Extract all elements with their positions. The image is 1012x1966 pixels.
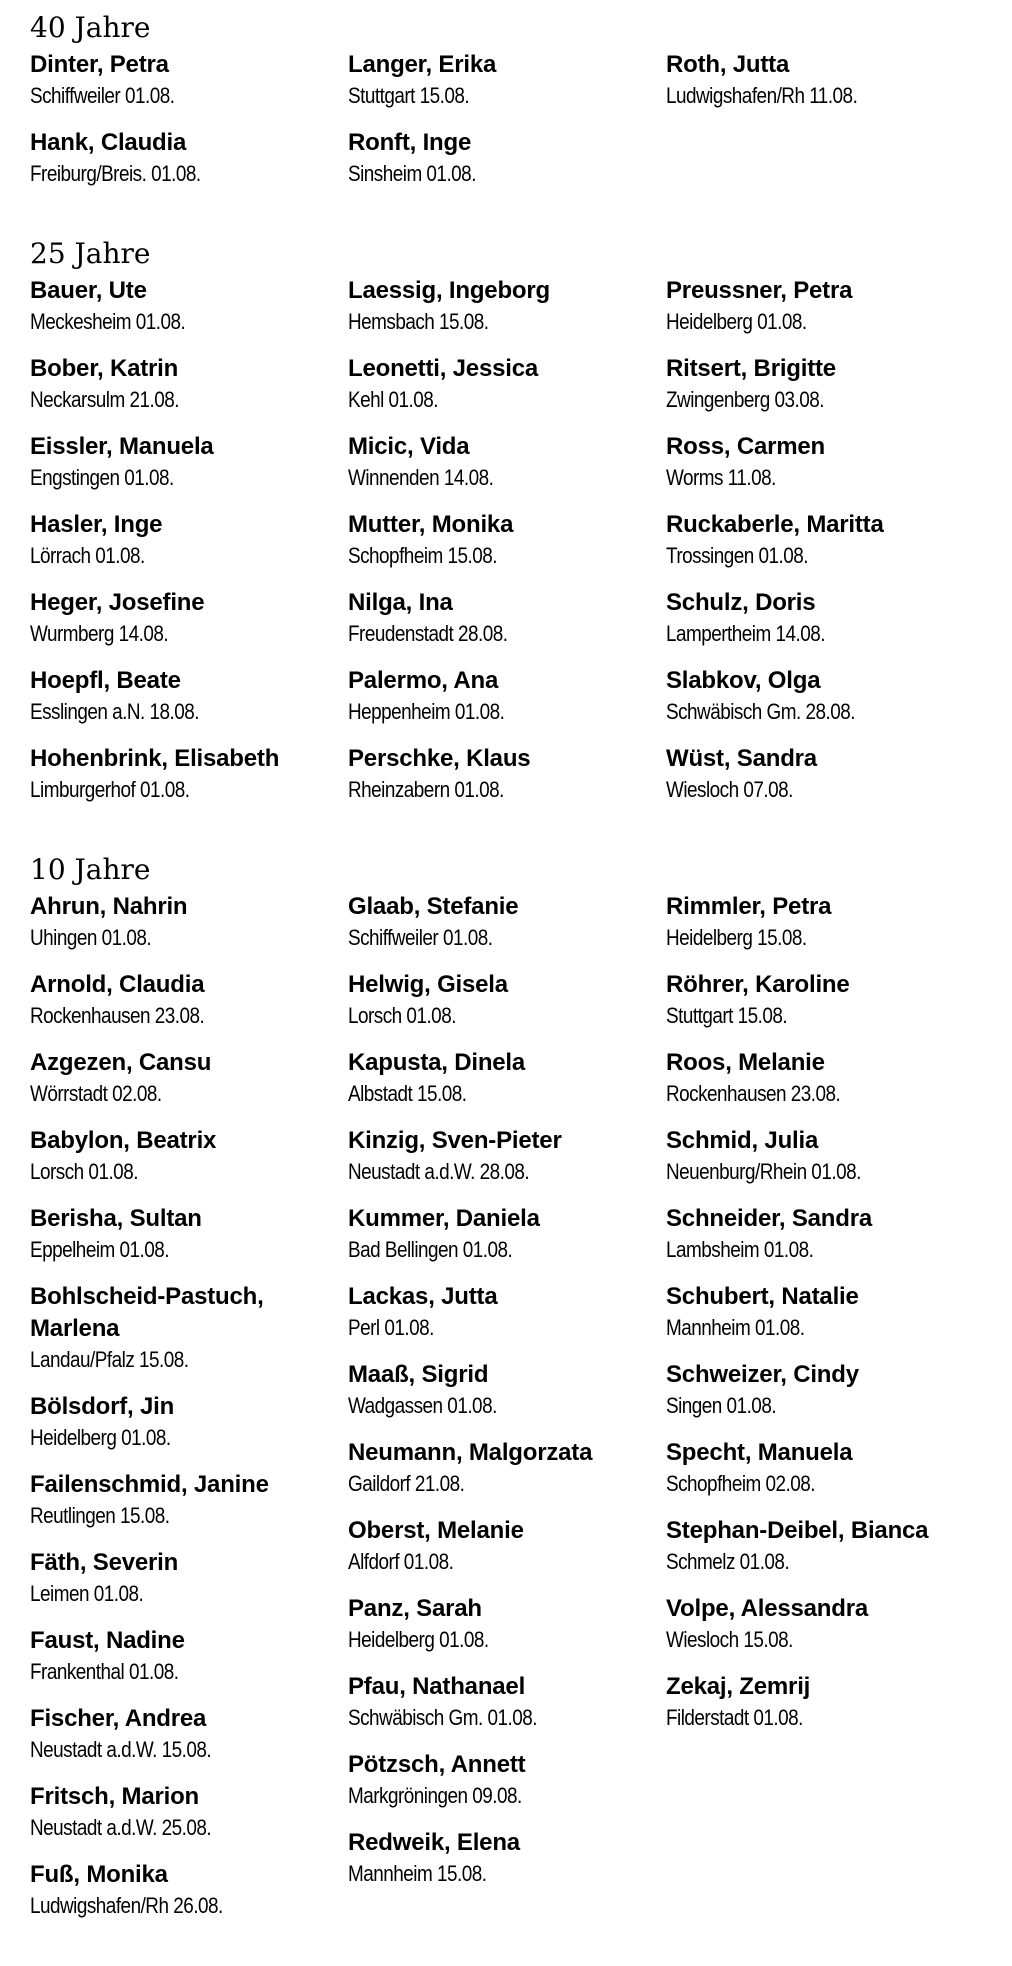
place-and-date: Alfdorf 01.08. [348,1549,454,1574]
place-and-date: Heidelberg 01.08. [666,309,807,334]
list-item [666,1436,984,1514]
list-item [30,126,348,204]
place-and-date: Neustadt a.d.W. 15.08. [30,1737,212,1762]
place-and-date: Eppelheim 01.08. [30,1237,170,1262]
place-and-date: Stuttgart 15.08. [666,1003,788,1028]
list-item [348,1124,666,1202]
person-name: Schneider, Sandra [666,1205,873,1232]
list-item [348,742,666,820]
list-item [30,274,348,352]
person-name: Ritsert, Brigitte [666,355,836,382]
person-name: Redweik, Elena [348,1829,520,1856]
place-and-date: Mannheim 01.08. [666,1315,805,1340]
list-item [348,586,666,664]
list-item [30,1390,348,1468]
list-item [30,968,348,1046]
person-name: Kapusta, Dinela [348,1049,526,1076]
person-name: Schmid, Julia [666,1127,819,1154]
list-item [348,508,666,586]
place-and-date: Uhingen 01.08. [30,925,152,950]
person-name: Fäth, Severin [30,1549,179,1576]
place-and-date: Landau/Pfalz 15.08. [30,1347,189,1372]
place-and-date: Wiesloch 15.08. [666,1627,793,1652]
list-item [30,890,348,968]
person-name: Ronft, Inge [348,129,472,156]
name-column [666,890,984,1748]
name-column [30,48,348,204]
list-item [30,48,348,126]
person-name: Faust, Nadine [30,1627,185,1654]
person-name: Hohenbrink, Elisabeth [30,745,280,772]
list-item [666,48,984,126]
person-name: Babylon, Beatrix [30,1127,217,1154]
person-name: Röhrer, Karoline [666,971,850,998]
person-name: Specht, Manuela [666,1439,853,1466]
person-name: Perschke, Klaus [348,745,531,772]
place-and-date: Ludwigshafen/Rh 11.08. [666,83,858,108]
person-name: Wüst, Sandra [666,745,817,772]
person-name: Glaab, Stefanie [348,893,519,920]
place-and-date: Wurmberg 14.08. [30,621,169,646]
place-and-date: Kehl 01.08. [348,387,439,412]
list-item [348,1592,666,1670]
anniversary-list [30,8,990,1966]
person-name: Arnold, Claudia [30,971,205,998]
person-name: Ruckaberle, Maritta [666,511,884,538]
person-name: Fritsch, Marion [30,1783,200,1810]
person-name: Panz, Sarah [348,1595,482,1622]
person-name: Fischer, Andrea [30,1705,207,1732]
person-name: Failenschmid, Janine [30,1471,269,1498]
place-and-date: Neckarsulm 21.08. [30,387,179,412]
place-and-date: Bad Bellingen 01.08. [348,1237,513,1262]
person-name: Schweizer, Cindy [666,1361,859,1388]
place-and-date: Lörrach 01.08. [30,543,145,568]
list-item [30,352,348,430]
person-name: Slabkov, Olga [666,667,821,694]
person-name: Langer, Erika [348,51,497,78]
person-name: Azgezen, Cansu [30,1049,212,1076]
person-name: Micic, Vida [348,433,470,460]
place-and-date: Filderstadt 01.08. [666,1705,803,1730]
place-and-date: Meckesheim 01.08. [30,309,186,334]
place-and-date: Lambsheim 01.08. [666,1237,814,1262]
place-and-date: Schmelz 01.08. [666,1549,790,1574]
person-name: Pfau, Nathanael [348,1673,526,1700]
person-name: Schubert, Natalie [666,1283,859,1310]
place-and-date: Markgröningen 09.08. [348,1783,522,1808]
list-item [348,352,666,430]
place-and-date: Schwäbisch Gm. 28.08. [666,699,855,724]
place-and-date: Gaildorf 21.08. [348,1471,465,1496]
list-item [30,1546,348,1624]
list-item [348,968,666,1046]
anniversary-section [30,234,990,820]
list-item [30,1702,348,1780]
place-and-date: Zwingenberg 03.08. [666,387,824,412]
list-item [30,1780,348,1858]
place-and-date: Heidelberg 01.08. [348,1627,489,1652]
list-item [348,664,666,742]
person-name-continued: Marlena [30,1315,120,1342]
place-and-date: Wiesloch 07.08. [666,777,793,802]
list-item [666,352,984,430]
place-and-date: Schwäbisch Gm. 01.08. [348,1705,537,1730]
list-item [666,1514,984,1592]
list-item [348,1358,666,1436]
person-name: Neumann, Malgorzata [348,1439,593,1466]
list-item [666,1202,984,1280]
list-item [348,1280,666,1358]
place-and-date: Neustadt a.d.W. 28.08. [348,1159,530,1184]
person-name: Volpe, Alessandra [666,1595,869,1622]
list-item [666,890,984,968]
name-column [666,274,984,820]
person-name: Bohlscheid-Pastuch, [30,1283,264,1310]
place-and-date: Heidelberg 01.08. [30,1425,171,1450]
place-and-date: Sinsheim 01.08. [348,161,476,186]
list-item [30,430,348,508]
person-name: Nilga, Ina [348,589,453,616]
place-and-date: Stuttgart 15.08. [348,83,470,108]
list-item [666,1670,984,1748]
list-item [348,1202,666,1280]
person-name: Eissler, Manuela [30,433,214,460]
place-and-date: Neustadt a.d.W. 25.08. [30,1815,212,1840]
place-and-date: Lampertheim 14.08. [666,621,825,646]
place-and-date: Freiburg/Breis. 01.08. [30,161,201,186]
person-name: Hoepfl, Beate [30,667,181,694]
place-and-date: Rockenhausen 23.08. [666,1081,841,1106]
place-and-date: Heppenheim 01.08. [348,699,505,724]
person-name: Bober, Katrin [30,355,179,382]
person-name: Laessig, Ingeborg [348,277,550,304]
person-name: Fuß, Monika [30,1861,168,1888]
person-name: Kummer, Daniela [348,1205,540,1232]
section-columns [30,48,990,204]
place-and-date: Schopfheim 15.08. [348,543,498,568]
list-item [30,586,348,664]
place-and-date: Ludwigshafen/Rh 26.08. [30,1893,223,1918]
section-heading: 25 Jahre [30,237,151,270]
person-name: Hasler, Inge [30,511,163,538]
section-heading: 40 Jahre [30,11,151,44]
name-column [348,274,666,820]
list-item [348,890,666,968]
list-item [666,968,984,1046]
list-item [30,1280,348,1390]
person-name: Zekaj, Zemrij [666,1673,811,1700]
list-item [348,1748,666,1826]
list-item [30,1046,348,1124]
list-item [30,1468,348,1546]
person-name: Bölsdorf, Jin [30,1393,175,1420]
name-column [666,48,984,126]
person-name: Maaß, Sigrid [348,1361,489,1388]
place-and-date: Schiffweiler 01.08. [30,83,175,108]
place-and-date: Rockenhausen 23.08. [30,1003,205,1028]
person-name: Preussner, Petra [666,277,853,304]
person-name: Helwig, Gisela [348,971,508,998]
list-item [348,1670,666,1748]
list-item [348,126,666,204]
section-columns [30,274,990,820]
anniversary-section [30,8,990,204]
person-name: Schulz, Doris [666,589,816,616]
person-name: Heger, Josefine [30,589,205,616]
place-and-date: Rheinzabern 01.08. [348,777,504,802]
list-item [666,742,984,820]
list-item [30,1124,348,1202]
person-name: Ross, Carmen [666,433,825,460]
anniversary-section [30,850,990,1936]
section-columns [30,890,990,1936]
place-and-date: Freudenstadt 28.08. [348,621,508,646]
section-heading: 10 Jahre [30,853,151,886]
person-name: Kinzig, Sven-Pieter [348,1127,562,1154]
name-column [348,48,666,204]
person-name: Roos, Melanie [666,1049,825,1076]
place-and-date: Esslingen a.N. 18.08. [30,699,200,724]
list-item [666,274,984,352]
name-column [30,890,348,1936]
list-item [348,1436,666,1514]
place-and-date: Neuenburg/Rhein 01.08. [666,1159,861,1184]
place-and-date: Heidelberg 15.08. [666,925,807,950]
list-item [348,1826,666,1904]
person-name: Bauer, Ute [30,277,147,304]
place-and-date: Albstadt 15.08. [348,1081,467,1106]
list-item [666,1358,984,1436]
list-item [30,664,348,742]
list-item [666,1046,984,1124]
list-item [348,1046,666,1124]
place-and-date: Reutlingen 15.08. [30,1503,170,1528]
place-and-date: Lorsch 01.08. [348,1003,456,1028]
place-and-date: Singen 01.08. [666,1393,777,1418]
person-name: Mutter, Monika [348,511,514,538]
list-item [30,742,348,820]
person-name: Lackas, Jutta [348,1283,498,1310]
place-and-date: Limburgerhof 01.08. [30,777,190,802]
person-name: Ahrun, Nahrin [30,893,188,920]
list-item [30,1202,348,1280]
person-name: Rimmler, Petra [666,893,832,920]
place-and-date: Lorsch 01.08. [30,1159,138,1184]
list-item [666,664,984,742]
place-and-date: Schiffweiler 01.08. [348,925,493,950]
place-and-date: Worms 11.08. [666,465,776,490]
list-item [30,508,348,586]
list-item [30,1858,348,1936]
person-name: Pötzsch, Annett [348,1751,526,1778]
list-item [348,274,666,352]
list-item [666,1592,984,1670]
list-item [666,430,984,508]
person-name: Dinter, Petra [30,51,169,78]
place-and-date: Wadgassen 01.08. [348,1393,497,1418]
list-item [666,1124,984,1202]
place-and-date: Hemsbach 15.08. [348,309,489,334]
person-name: Oberst, Melanie [348,1517,524,1544]
place-and-date: Leimen 01.08. [30,1581,144,1606]
list-item [666,508,984,586]
person-name: Palermo, Ana [348,667,499,694]
place-and-date: Perl 01.08. [348,1315,434,1340]
person-name: Roth, Jutta [666,51,790,78]
person-name: Stephan-Deibel, Bianca [666,1517,929,1544]
name-column [30,274,348,820]
name-column [348,890,666,1904]
list-item [348,430,666,508]
person-name: Berisha, Sultan [30,1205,202,1232]
person-name: Hank, Claudia [30,129,187,156]
place-and-date: Trossingen 01.08. [666,543,808,568]
place-and-date: Schopfheim 02.08. [666,1471,816,1496]
list-item [666,586,984,664]
list-item [348,1514,666,1592]
place-and-date: Frankenthal 01.08. [30,1659,179,1684]
list-item [30,1624,348,1702]
list-item [348,48,666,126]
place-and-date: Wörrstadt 02.08. [30,1081,162,1106]
person-name: Leonetti, Jessica [348,355,539,382]
place-and-date: Engstingen 01.08. [30,465,174,490]
place-and-date: Mannheim 15.08. [348,1861,487,1886]
list-item [666,1280,984,1358]
place-and-date: Winnenden 14.08. [348,465,494,490]
